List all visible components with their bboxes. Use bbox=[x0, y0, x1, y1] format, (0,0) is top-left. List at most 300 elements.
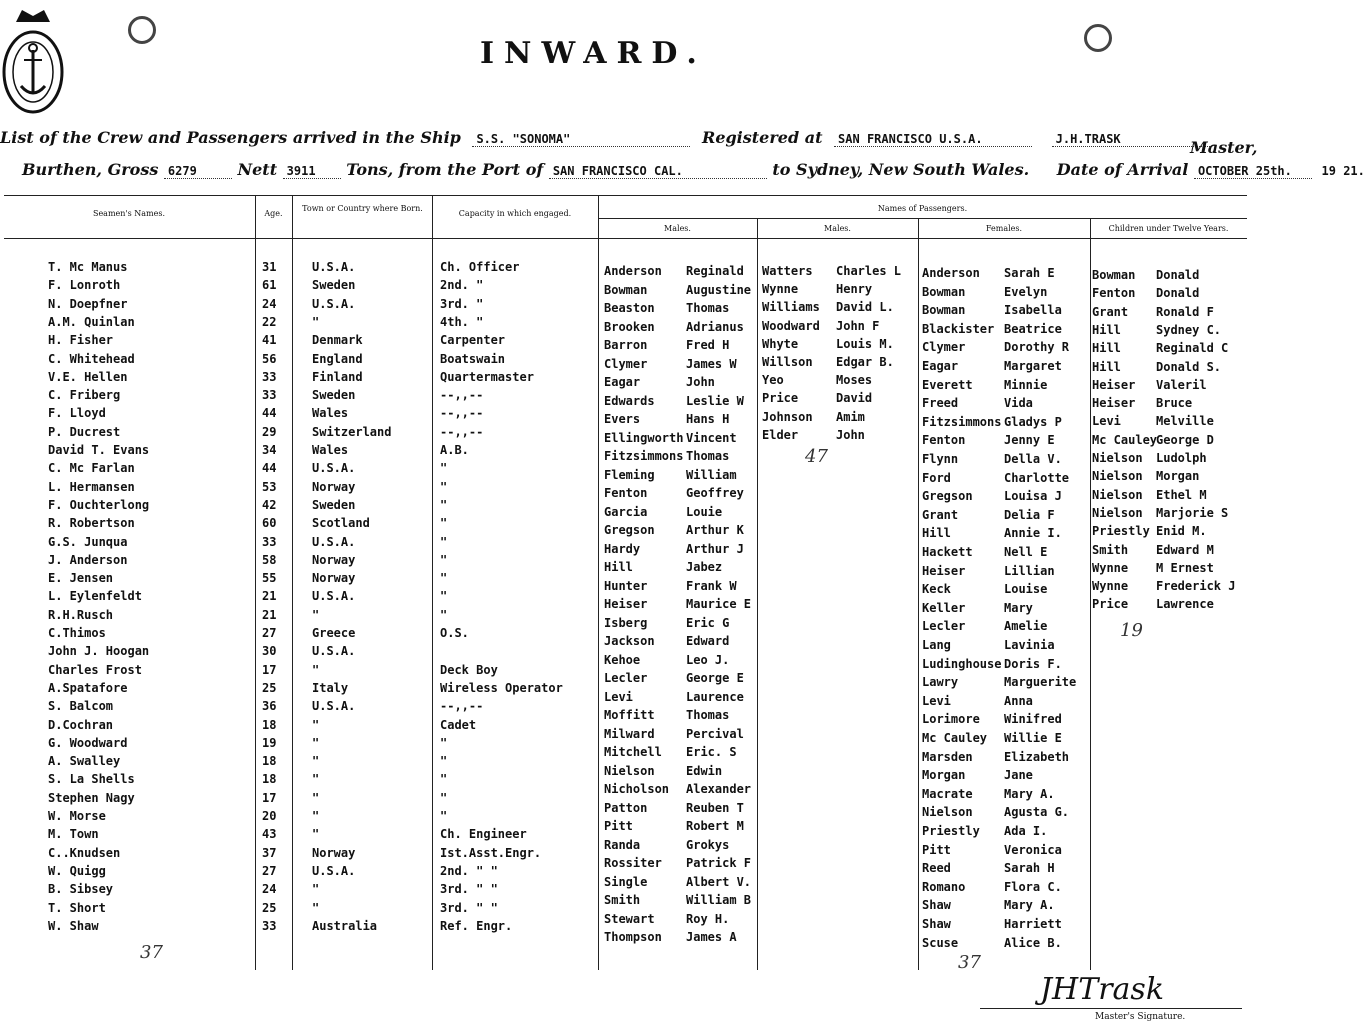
male-passenger-surname: Beaston bbox=[604, 301, 655, 315]
crew-name: T. Mc Manus bbox=[48, 260, 128, 274]
female-passenger-given-name: Ada I. bbox=[1004, 824, 1048, 838]
child-passenger-given-name: Ludolph bbox=[1156, 451, 1207, 465]
male-passenger-given-name: Vincent bbox=[686, 431, 737, 445]
female-passenger-surname: Reed bbox=[922, 861, 951, 875]
crew-capacity: 3rd. " " bbox=[440, 882, 498, 896]
crew-age: 33 bbox=[262, 535, 277, 549]
male-passenger-surname: Jackson bbox=[604, 634, 655, 648]
child-passenger-surname: Smith bbox=[1092, 543, 1129, 557]
crew-age: 17 bbox=[262, 791, 277, 805]
crew-age: 24 bbox=[262, 297, 277, 311]
male-passenger-given-name: William B bbox=[686, 893, 752, 907]
female-passenger-surname: Pitt bbox=[922, 843, 951, 857]
male-passenger-given-name: Louis M. bbox=[836, 337, 894, 351]
female-passenger-given-name: Veronica bbox=[1004, 843, 1062, 857]
crew-capacity: O.S. bbox=[440, 626, 469, 640]
male-passenger-surname: Elder bbox=[762, 428, 799, 442]
crew-age: 25 bbox=[262, 681, 277, 695]
child-passenger-given-name: Lawrence bbox=[1156, 597, 1214, 611]
female-passenger-surname: Ludinghouse bbox=[922, 657, 1002, 671]
crew-age: 37 bbox=[262, 846, 277, 860]
male-passenger-given-name: Thomas bbox=[686, 449, 730, 463]
male-passenger-given-name: George E bbox=[686, 671, 744, 685]
header-line-2: Burthen, Gross 6279 Nett 3911 Tons, from the Port of SAN FRANCISCO CAL. to Sydney, New South Wales. Date of Arrival OCTOBER 25th. 19 21. bbox=[22, 160, 1365, 179]
crew-born: U.S.A. bbox=[312, 461, 356, 475]
crew-age: 41 bbox=[262, 333, 277, 347]
crew-born: U.S.A. bbox=[312, 535, 356, 549]
male-passenger-surname: Rossiter bbox=[604, 856, 662, 870]
crew-born: " bbox=[312, 827, 320, 841]
male-passenger-given-name: Reginald bbox=[686, 264, 744, 278]
female-passenger-given-name: Mary bbox=[1004, 601, 1033, 615]
master-name: J.H.TRASK bbox=[1052, 132, 1210, 147]
male-passenger-surname: Stewart bbox=[604, 912, 655, 926]
male-passenger-surname: Hardy bbox=[604, 542, 641, 556]
female-passenger-given-name: Sarah E bbox=[1004, 266, 1055, 280]
male-passenger-surname: Mitchell bbox=[604, 745, 662, 759]
male-passenger-given-name: Adrianus bbox=[686, 320, 744, 334]
crew-age: 18 bbox=[262, 754, 277, 768]
nett-tons: 3911 bbox=[283, 164, 341, 179]
male-passenger-surname: Milward bbox=[604, 727, 655, 741]
crew-capacity: Cadet bbox=[440, 718, 477, 732]
child-passenger-given-name: Morgan bbox=[1156, 469, 1200, 483]
crew-age: 44 bbox=[262, 406, 277, 420]
crew-name: John J. Hoogan bbox=[48, 644, 150, 658]
crew-name: G.S. Junqua bbox=[48, 535, 128, 549]
crew-name: A.M. Quinlan bbox=[48, 315, 135, 329]
male-passenger-given-name: Percival bbox=[686, 727, 744, 741]
crew-capacity: --,,-- bbox=[440, 388, 484, 402]
crew-name: A. Swalley bbox=[48, 754, 121, 768]
crew-born: Italy bbox=[312, 681, 349, 695]
male-passenger-surname: Edwards bbox=[604, 394, 655, 408]
crew-name: David T. Evans bbox=[48, 443, 150, 457]
female-passenger-given-name: Mary A. bbox=[1004, 787, 1055, 801]
female-passenger-given-name: Lillian bbox=[1004, 564, 1055, 578]
crew-born: " bbox=[312, 901, 320, 915]
male-passenger-surname: Heiser bbox=[604, 597, 648, 611]
male-passenger-surname: Patton bbox=[604, 801, 648, 815]
female-passenger-surname: Freed bbox=[922, 396, 959, 410]
male-passenger-given-name: Moses bbox=[836, 373, 873, 387]
female-passenger-given-name: Louise bbox=[1004, 582, 1048, 596]
crew-age: 17 bbox=[262, 663, 277, 677]
crew-capacity: " bbox=[440, 736, 448, 750]
crew-name: L. Eylenfeldt bbox=[48, 589, 142, 603]
child-passenger-surname: Price bbox=[1092, 597, 1129, 611]
female-passenger-given-name: Winifred bbox=[1004, 712, 1062, 726]
male-passenger-given-name: Albert V. bbox=[686, 875, 752, 889]
males-total-note: 47 bbox=[805, 446, 828, 467]
crew-name: B. Sibsey bbox=[48, 882, 114, 896]
crew-age: 22 bbox=[262, 315, 277, 329]
male-passenger-given-name: Augustine bbox=[686, 283, 752, 297]
female-passenger-surname: Lorimore bbox=[922, 712, 980, 726]
crew-born: " bbox=[312, 718, 320, 732]
male-passenger-surname: Yeo bbox=[762, 373, 784, 387]
female-passenger-surname: Flynn bbox=[922, 452, 959, 466]
crew-born: Sweden bbox=[312, 278, 356, 292]
male-passenger-given-name: Alexander bbox=[686, 782, 752, 796]
male-passenger-surname: Williams bbox=[762, 300, 820, 314]
crew-name: J. Anderson bbox=[48, 553, 128, 567]
crew-name: R.H.Rusch bbox=[48, 608, 114, 622]
male-passenger-given-name: Maurice E bbox=[686, 597, 752, 611]
table-top-rule bbox=[4, 195, 1247, 196]
female-passenger-given-name: Alice B. bbox=[1004, 936, 1062, 950]
crew-capacity: Quartermaster bbox=[440, 370, 534, 384]
female-passenger-surname: Fenton bbox=[922, 433, 966, 447]
crew-name: W. Shaw bbox=[48, 919, 99, 933]
male-passenger-surname: Watters bbox=[762, 264, 813, 278]
female-passenger-given-name: Beatrice bbox=[1004, 322, 1062, 336]
female-passenger-given-name: Dorothy R bbox=[1004, 340, 1070, 354]
signature-label: Master's Signature. bbox=[1095, 1012, 1186, 1022]
male-passenger-surname: Pitt bbox=[604, 819, 633, 833]
crew-capacity: 3rd. " " bbox=[440, 901, 498, 915]
female-passenger-surname: Romano bbox=[922, 880, 966, 894]
crew-age: 30 bbox=[262, 644, 277, 658]
crew-age: 61 bbox=[262, 278, 277, 292]
male-passenger-given-name: Edward bbox=[686, 634, 730, 648]
crew-age: 44 bbox=[262, 461, 277, 475]
child-passenger-surname: Mc Cauley bbox=[1092, 433, 1158, 447]
crew-born: U.S.A. bbox=[312, 644, 356, 658]
crew-name: Stephen Nagy bbox=[48, 791, 135, 805]
header-line-1 bbox=[0, 128, 1210, 147]
male-passenger-surname: Brooken bbox=[604, 320, 655, 334]
male-passenger-given-name: Jabez bbox=[686, 560, 723, 574]
crew-age: 53 bbox=[262, 480, 277, 494]
male-passenger-surname: Bowman bbox=[604, 283, 648, 297]
crew-age: 55 bbox=[262, 571, 277, 585]
male-passenger-given-name: Amim bbox=[836, 410, 865, 424]
male-passenger-surname: Garcia bbox=[604, 505, 648, 519]
crew-capacity: " bbox=[440, 553, 448, 567]
male-passenger-surname: Wynne bbox=[762, 282, 799, 296]
child-passenger-given-name: Reginald C bbox=[1156, 341, 1229, 355]
female-passenger-surname: Bowman bbox=[922, 303, 966, 317]
female-passenger-surname: Shaw bbox=[922, 917, 951, 931]
crew-born: Switzerland bbox=[312, 425, 392, 439]
male-passenger-given-name: Edgar B. bbox=[836, 355, 894, 369]
female-passenger-surname: Heiser bbox=[922, 564, 966, 578]
child-passenger-given-name: Sydney C. bbox=[1156, 323, 1222, 337]
child-passenger-surname: Heiser bbox=[1092, 378, 1136, 392]
crew-age: 19 bbox=[262, 736, 277, 750]
male-passenger-given-name: John bbox=[836, 428, 865, 442]
male-passenger-surname: Lecler bbox=[604, 671, 648, 685]
crew-name: L. Hermansen bbox=[48, 480, 135, 494]
col-males-1: Males. bbox=[664, 224, 691, 233]
col-seamen-names: Seamen's Names. bbox=[92, 209, 166, 218]
male-passenger-given-name: James W bbox=[686, 357, 737, 371]
registered-port: SAN FRANCISCO U.S.A. bbox=[834, 132, 1032, 147]
crew-capacity: " bbox=[440, 498, 448, 512]
male-passenger-given-name: William bbox=[686, 468, 737, 482]
crew-born: England bbox=[312, 352, 363, 366]
crew-age: 33 bbox=[262, 370, 277, 384]
crew-capacity: Carpenter bbox=[440, 333, 506, 347]
crew-capacity: " bbox=[440, 791, 448, 805]
crew-name: F. Ouchterlong bbox=[48, 498, 150, 512]
female-passenger-surname: Lawry bbox=[922, 675, 959, 689]
crew-age: 18 bbox=[262, 718, 277, 732]
female-passenger-surname: Grant bbox=[922, 508, 959, 522]
child-passenger-surname: Nielson bbox=[1092, 506, 1143, 520]
female-passenger-surname: Clymer bbox=[922, 340, 966, 354]
male-passenger-surname: Randa bbox=[604, 838, 641, 852]
male-passenger-given-name: Louie bbox=[686, 505, 723, 519]
crew-born: U.S.A. bbox=[312, 260, 356, 274]
male-passenger-surname: Fitzsimmons bbox=[604, 449, 684, 463]
children-total-note: 19 bbox=[1120, 620, 1143, 641]
crew-capacity: --,,-- bbox=[440, 699, 484, 713]
child-passenger-surname: Nielson bbox=[1092, 469, 1143, 483]
crew-capacity: Wireless Operator bbox=[440, 681, 563, 695]
female-passenger-given-name: Della V. bbox=[1004, 452, 1062, 466]
female-passenger-surname: Priestly bbox=[922, 824, 980, 838]
crew-name: F. Lloyd bbox=[48, 406, 106, 420]
crew-capacity: Ref. Engr. bbox=[440, 919, 513, 933]
crew-born: U.S.A. bbox=[312, 864, 356, 878]
female-passenger-surname: Keller bbox=[922, 601, 966, 615]
child-passenger-surname: Hill bbox=[1092, 360, 1121, 374]
female-passenger-given-name: Sarah H bbox=[1004, 861, 1055, 875]
female-passenger-surname: Ford bbox=[922, 471, 951, 485]
crew-name: S. Balcom bbox=[48, 699, 114, 713]
male-passenger-surname: Price bbox=[762, 391, 799, 405]
crew-age: 24 bbox=[262, 882, 277, 896]
crew-age: 42 bbox=[262, 498, 277, 512]
crew-born: " bbox=[312, 736, 320, 750]
male-passenger-given-name: Frank W bbox=[686, 579, 737, 593]
crew-age: 58 bbox=[262, 553, 277, 567]
crew-name: E. Jensen bbox=[48, 571, 114, 585]
crew-total-note: 37 bbox=[140, 942, 163, 963]
child-passenger-given-name: Frederick J bbox=[1156, 579, 1236, 593]
male-passenger-surname: Barron bbox=[604, 338, 648, 352]
child-passenger-given-name: Ronald F bbox=[1156, 305, 1214, 319]
female-passenger-given-name: Amelie bbox=[1004, 619, 1048, 633]
child-passenger-given-name: Edward M bbox=[1156, 543, 1214, 557]
col-males-2: Males. bbox=[824, 224, 851, 233]
male-passenger-given-name: Arthur J bbox=[686, 542, 744, 556]
child-passenger-surname: Fenton bbox=[1092, 286, 1136, 300]
male-passenger-surname: Gregson bbox=[604, 523, 655, 537]
child-passenger-surname: Nielson bbox=[1092, 488, 1143, 502]
crew-capacity: 3rd. " bbox=[440, 297, 484, 311]
crew-born: Greece bbox=[312, 626, 356, 640]
child-passenger-given-name: Valeril bbox=[1156, 378, 1207, 392]
female-passenger-surname: Lecler bbox=[922, 619, 966, 633]
child-passenger-given-name: M Ernest bbox=[1156, 561, 1214, 575]
child-passenger-surname: Bowman bbox=[1092, 268, 1136, 282]
crew-capacity: " bbox=[440, 461, 448, 475]
crew-name: P. Ducrest bbox=[48, 425, 121, 439]
female-passenger-surname: Anderson bbox=[922, 266, 980, 280]
crew-born: " bbox=[312, 663, 320, 677]
child-passenger-surname: Wynne bbox=[1092, 579, 1129, 593]
male-passenger-surname: Nielson bbox=[604, 764, 655, 778]
crew-capacity: " bbox=[440, 589, 448, 603]
child-passenger-given-name: George D bbox=[1156, 433, 1214, 447]
crew-capacity: Ist.Asst.Engr. bbox=[440, 846, 542, 860]
crew-name: T. Short bbox=[48, 901, 106, 915]
crew-born: U.S.A. bbox=[312, 699, 356, 713]
crew-name: S. La Shells bbox=[48, 772, 135, 786]
crew-born: Wales bbox=[312, 443, 349, 457]
female-passenger-given-name: Gladys P bbox=[1004, 415, 1062, 429]
crew-name: H. Fisher bbox=[48, 333, 114, 347]
female-passenger-given-name: Flora C. bbox=[1004, 880, 1062, 894]
col-passengers: Names of Passengers. bbox=[877, 204, 968, 213]
female-passenger-given-name: Margaret bbox=[1004, 359, 1062, 373]
crew-age: 34 bbox=[262, 443, 277, 457]
crew-name: R. Robertson bbox=[48, 516, 135, 530]
crew-name: V.E. Hellen bbox=[48, 370, 128, 384]
child-passenger-given-name: Melville bbox=[1156, 414, 1214, 428]
crew-name: W. Quigg bbox=[48, 864, 106, 878]
male-passenger-surname: Johnson bbox=[762, 410, 813, 424]
crew-born: Sweden bbox=[312, 498, 356, 512]
child-passenger-given-name: Marjorie S bbox=[1156, 506, 1229, 520]
male-passenger-surname: Ellingworth bbox=[604, 431, 684, 445]
crew-born: " bbox=[312, 754, 320, 768]
crew-capacity: " bbox=[440, 809, 448, 823]
crew-name: C. Mc Farlan bbox=[48, 461, 135, 475]
child-passenger-surname: Levi bbox=[1092, 414, 1121, 428]
child-passenger-surname: Wynne bbox=[1092, 561, 1129, 575]
female-passenger-surname: Morgan bbox=[922, 768, 966, 782]
male-passenger-surname: Nicholson bbox=[604, 782, 670, 796]
crew-capacity: " bbox=[440, 535, 448, 549]
female-passenger-surname: Marsden bbox=[922, 750, 973, 764]
gross-tons: 6279 bbox=[164, 164, 232, 179]
col-females: Females. bbox=[985, 224, 1023, 233]
crew-age: 25 bbox=[262, 901, 277, 915]
crew-age: 21 bbox=[262, 589, 277, 603]
crew-name: W. Morse bbox=[48, 809, 106, 823]
crew-capacity: Deck Boy bbox=[440, 663, 498, 677]
child-passenger-given-name: Donald S. bbox=[1156, 360, 1222, 374]
female-passenger-given-name: Doris F. bbox=[1004, 657, 1062, 671]
male-passenger-given-name: John bbox=[686, 375, 715, 389]
col-children: Children under Twelve Years. bbox=[1108, 224, 1229, 233]
crew-born: " bbox=[312, 882, 320, 896]
master-signature: JHTrask bbox=[1040, 972, 1164, 1007]
female-passenger-given-name: Elizabeth bbox=[1004, 750, 1070, 764]
male-passenger-given-name: Leo J. bbox=[686, 653, 730, 667]
female-passenger-surname: Eagar bbox=[922, 359, 959, 373]
female-passenger-surname: Bowman bbox=[922, 285, 966, 299]
male-passenger-given-name: Fred H bbox=[686, 338, 730, 352]
male-passenger-given-name: Patrick F bbox=[686, 856, 752, 870]
crew-born: Norway bbox=[312, 553, 356, 567]
crew-age: 36 bbox=[262, 699, 277, 713]
crew-age: 21 bbox=[262, 608, 277, 622]
female-passenger-surname: Nielson bbox=[922, 805, 973, 819]
female-passenger-given-name: Willie E bbox=[1004, 731, 1062, 745]
line1-prefix: List of the Crew and Passengers arrived in the Ship bbox=[0, 128, 461, 147]
female-passenger-given-name: Jenny E bbox=[1004, 433, 1055, 447]
crew-name: M. Town bbox=[48, 827, 99, 841]
crew-capacity: --,,-- bbox=[440, 406, 484, 420]
crew-born: " bbox=[312, 772, 320, 786]
male-passenger-surname: Levi bbox=[604, 690, 633, 704]
male-passenger-surname: Eagar bbox=[604, 375, 641, 389]
master-label: Master, bbox=[1190, 138, 1258, 157]
female-passenger-given-name: Nell E bbox=[1004, 545, 1048, 559]
crew-born: Norway bbox=[312, 846, 356, 860]
crew-name: F. Lonroth bbox=[48, 278, 121, 292]
female-passenger-surname: Gregson bbox=[922, 489, 973, 503]
crew-age: 18 bbox=[262, 772, 277, 786]
female-passenger-given-name: Mary A. bbox=[1004, 898, 1055, 912]
female-passenger-given-name: Delia F bbox=[1004, 508, 1055, 522]
arrival-year: 19 21. bbox=[1321, 164, 1365, 178]
male-passenger-surname: Clymer bbox=[604, 357, 648, 371]
crew-name: C. Whitehead bbox=[48, 352, 135, 366]
child-passenger-given-name: Donald bbox=[1156, 286, 1200, 300]
harbour-master-crest-icon bbox=[2, 2, 64, 114]
crew-born: U.S.A. bbox=[312, 589, 356, 603]
crew-capacity: Ch. Officer bbox=[440, 260, 520, 274]
punch-hole-right bbox=[1084, 24, 1112, 52]
male-passenger-given-name: Hans H bbox=[686, 412, 730, 426]
male-passenger-given-name: Reuben T bbox=[686, 801, 744, 815]
crew-name: Charles Frost bbox=[48, 663, 142, 677]
female-passenger-given-name: Louisa J bbox=[1004, 489, 1062, 503]
females-total-note: 37 bbox=[958, 952, 981, 973]
male-passenger-surname: Kehoe bbox=[604, 653, 641, 667]
crew-born: Scotland bbox=[312, 516, 370, 530]
male-passenger-given-name: Eric G bbox=[686, 616, 730, 630]
crew-capacity: 2nd. " bbox=[440, 278, 484, 292]
document-title: INWARD. bbox=[480, 36, 707, 71]
crew-capacity: 2nd. " " bbox=[440, 864, 498, 878]
male-passenger-surname: Hunter bbox=[604, 579, 648, 593]
ship-name: S.S. "SONOMA" bbox=[472, 132, 690, 147]
male-passenger-given-name: Leslie W bbox=[686, 394, 744, 408]
crew-born: U.S.A. bbox=[312, 297, 356, 311]
crew-age: 27 bbox=[262, 864, 277, 878]
female-passenger-surname: Keck bbox=[922, 582, 951, 596]
child-passenger-surname: Heiser bbox=[1092, 396, 1136, 410]
crew-born: Denmark bbox=[312, 333, 363, 347]
crew-born: " bbox=[312, 608, 320, 622]
male-passenger-given-name: Robert M bbox=[686, 819, 744, 833]
female-passenger-given-name: Charlotte bbox=[1004, 471, 1070, 485]
male-passenger-given-name: David L. bbox=[836, 300, 894, 314]
male-passenger-surname: Woodward bbox=[762, 319, 820, 333]
crew-age: 43 bbox=[262, 827, 277, 841]
male-passenger-surname: Isberg bbox=[604, 616, 648, 630]
male-passenger-surname: Fleming bbox=[604, 468, 655, 482]
male-passenger-given-name: Edwin bbox=[686, 764, 723, 778]
female-passenger-given-name: Jane bbox=[1004, 768, 1033, 782]
male-passenger-surname: Anderson bbox=[604, 264, 662, 278]
male-passenger-given-name: Roy H. bbox=[686, 912, 730, 926]
crew-name: C.Thimos bbox=[48, 626, 106, 640]
registered-label: Registered at bbox=[702, 128, 823, 147]
arrival-date: OCTOBER 25th. bbox=[1194, 164, 1312, 179]
male-passenger-given-name: Grokys bbox=[686, 838, 730, 852]
child-passenger-given-name: Donald bbox=[1156, 268, 1200, 282]
crew-age: 27 bbox=[262, 626, 277, 640]
child-passenger-surname: Nielson bbox=[1092, 451, 1143, 465]
